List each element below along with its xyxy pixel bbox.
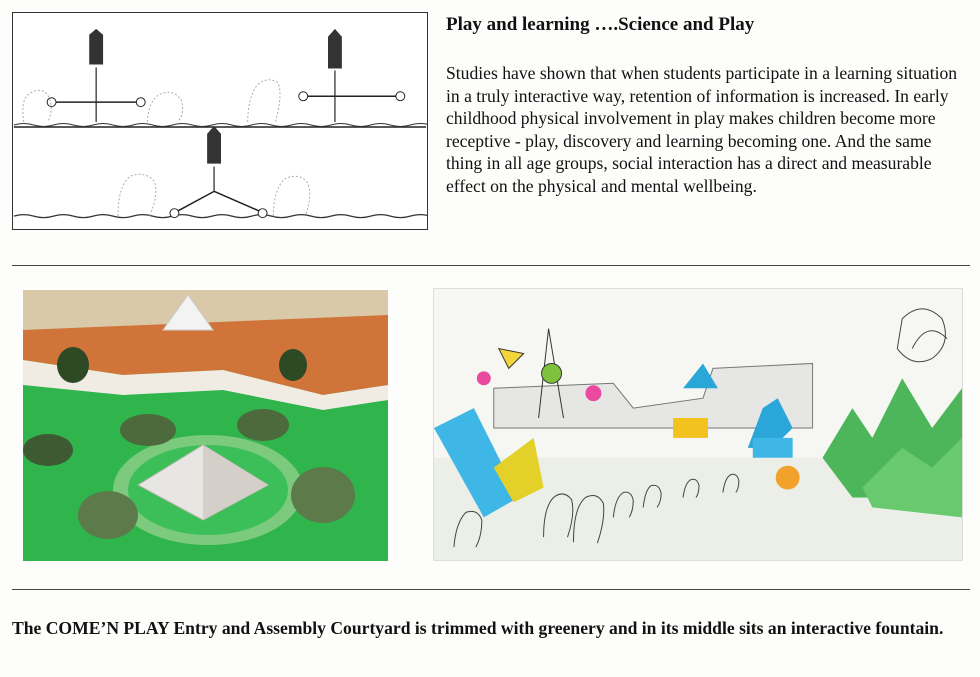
courtyard-model-image [23,290,388,561]
concept-sketch-drawing [13,13,427,229]
section-body-text: Studies have shown that when students participate in a learning situation in a truly interactive way, retention of information is increased. In early childhood physical involvement in play makes children become more receptive - play, discovery and learning becoming one. And the same thing in all age groups, social interaction has a direct and measurable effect on the physical and mental wellbeing. [446,63,958,196]
courtyard-model-photo [23,290,388,561]
courtyard-caption: The COME’N PLAY Entry and Assembly Courtyard is trimmed with greenery and in its middle sits an interactive fountain. [12,618,944,638]
divider-bottom [12,589,970,590]
courtyard-rendering-image [434,289,962,560]
section-heading: Play and learning ….Science and Play [446,14,755,35]
divider-top [12,265,970,266]
concept-sketch [12,12,428,230]
courtyard-rendering [433,288,963,561]
